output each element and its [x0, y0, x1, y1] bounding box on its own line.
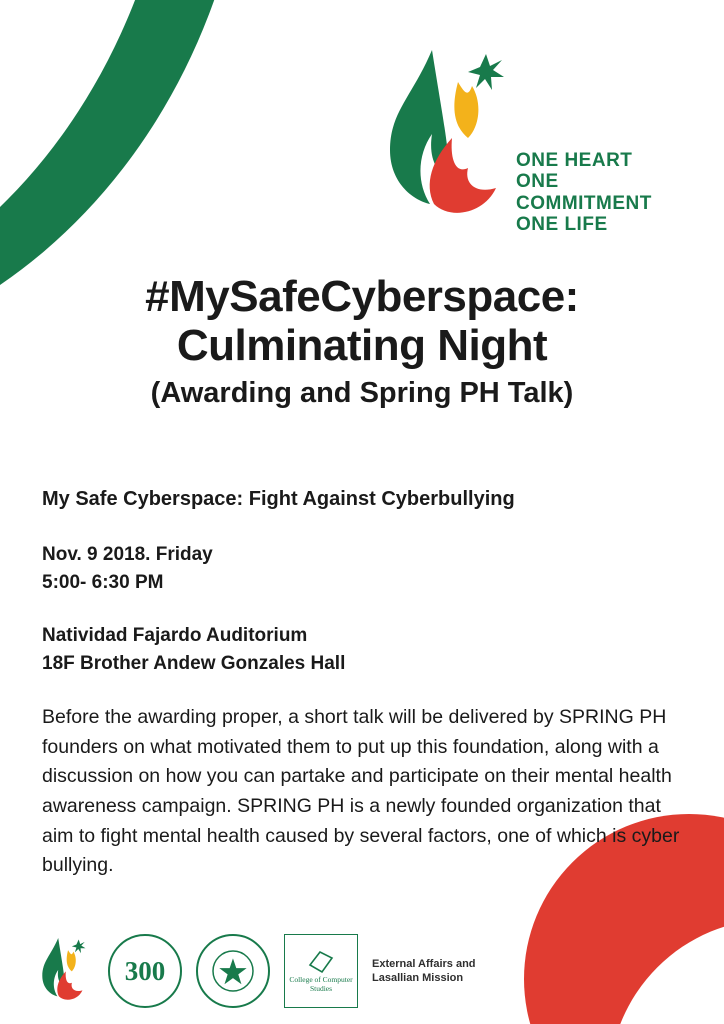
ccs-logo-label: College of Computer Studies [289, 974, 353, 993]
footer-flame-logo [30, 932, 94, 1010]
event-subtitle: My Safe Cyberspace: Fight Against Cyberbullying [42, 488, 515, 510]
brandmark [372, 42, 692, 237]
tercentenary-seal [108, 934, 182, 1008]
event-date: Nov. 9 2018. Friday [42, 544, 213, 565]
brand-tagline [516, 150, 692, 235]
footer-dlsu-seal [196, 932, 270, 1010]
dlsu-star-icon [211, 949, 255, 993]
title-line-1: #MySafeCyberspace: [145, 272, 579, 321]
page-title [0, 272, 724, 412]
dlsu-seal [196, 934, 270, 1008]
star-icon [72, 940, 86, 954]
venue-building: 18F Brother Andew Gonzales Hall [42, 652, 346, 674]
tagline-line-3: ONE LIFE [516, 213, 608, 235]
footer-tercentenary-seal [108, 932, 182, 1010]
title-line-3: (Awarding and Spring PH Talk) [150, 376, 574, 409]
event-time: 5:00- 6:30 PM [42, 571, 164, 593]
schedule-block [42, 541, 682, 596]
external-affairs-label: External Affairs and Lasallian Mission [372, 957, 476, 984]
event-description: Before the awarding proper, a short talk will be delivered by SPRING PH founders on what motivated them to put up this foundation, along with a discussion on how you can partake and participate on their mental health awareness campaign. SPRING PH is a newly founded organization that aim to fight mental health caused by several factors, one of which is cyber bullying. [42, 706, 680, 877]
flame-logo-icon [372, 42, 512, 232]
ccs-diamond-icon [306, 949, 336, 975]
tagline-line-2: ONE COMMITMENT [516, 171, 652, 214]
flame-logo-icon [30, 935, 94, 1007]
ccs-logo [284, 934, 358, 1008]
footer-ccs-logo [284, 932, 358, 1010]
title-line-2: Culminating Night [176, 321, 548, 371]
poster-content [42, 488, 682, 881]
tagline-line-1: ONE HEART [516, 150, 633, 171]
venue-room: Natividad Fajardo Auditorium [42, 625, 308, 647]
tercentenary-seal-label: 300 [124, 955, 166, 986]
footer-external-affairs [372, 932, 502, 1010]
venue-block [42, 622, 682, 677]
footer-logo-strip [30, 932, 502, 1010]
star-icon [468, 54, 504, 90]
